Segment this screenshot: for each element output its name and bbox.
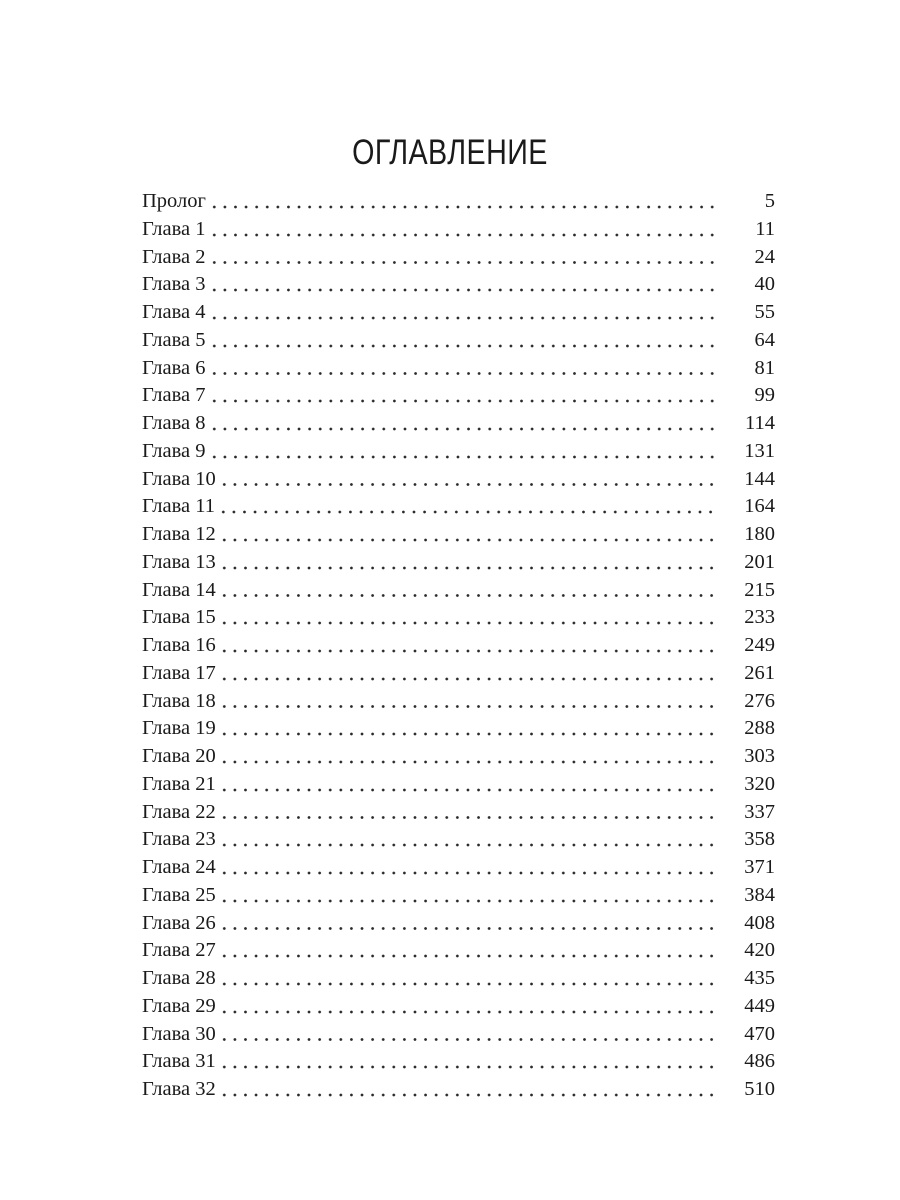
toc-entry — [142, 1048, 775, 1076]
toc-entry-title: Глава 2 — [142, 245, 206, 268]
toc-entry — [142, 771, 775, 799]
dot-leader — [209, 382, 717, 410]
toc-entry — [142, 327, 775, 355]
dot-leader — [209, 438, 717, 466]
toc-entry-title: Глава 26 — [142, 911, 216, 934]
toc-entry-page-number: 81 — [754, 356, 775, 379]
toc-entry-title: Глава 27 — [142, 939, 216, 962]
toc-entry-page-number: 55 — [754, 301, 775, 323]
toc-entry-title: Глава 22 — [142, 800, 216, 823]
toc-entry-page-number: 337 — [744, 800, 775, 823]
toc-entry-title: Глава 12 — [142, 523, 216, 545]
dot-leader — [219, 910, 717, 938]
toc-entry-title: Глава 3 — [142, 273, 206, 296]
dot-leader — [219, 604, 717, 632]
toc-entry — [142, 438, 775, 466]
dot-leader — [209, 327, 717, 355]
toc-entry — [142, 715, 775, 743]
toc-entry-page-number: 40 — [754, 273, 775, 296]
toc-entry-page-number: 486 — [744, 1050, 775, 1073]
toc-entry-title: Глава 28 — [142, 967, 216, 989]
toc-entry-page-number: 449 — [744, 994, 775, 1017]
dot-leader — [219, 688, 717, 716]
dot-leader — [219, 715, 717, 743]
toc-entry-title: Глава 9 — [142, 439, 206, 462]
toc-entry-page-number: 164 — [744, 495, 775, 518]
toc-entry-title: Глава 24 — [142, 856, 216, 878]
toc-entry-page-number: 99 — [754, 384, 775, 407]
dot-leader — [209, 299, 717, 327]
toc-entry — [142, 993, 775, 1021]
toc-entry-page-number: 131 — [744, 439, 775, 462]
toc-entry-page-number: 249 — [744, 634, 775, 656]
toc-entry-page-number: 180 — [744, 523, 775, 545]
dot-leader — [219, 521, 717, 549]
toc-entry-title: Глава 19 — [142, 717, 216, 740]
toc-entry-page-number: 408 — [744, 911, 775, 934]
toc-entry-title: Глава 30 — [142, 1022, 216, 1045]
toc-entry-title: Пролог — [142, 190, 206, 212]
toc-entry — [142, 549, 775, 577]
toc-entry-page-number: 510 — [744, 1078, 775, 1100]
toc-entry-title: Глава 20 — [142, 745, 216, 767]
toc-entry-title: Глава 5 — [142, 328, 206, 351]
toc-entry — [142, 882, 775, 910]
toc-entry — [142, 382, 775, 410]
toc-entry-page-number: 435 — [744, 967, 775, 989]
toc-entry-title: Глава 29 — [142, 994, 216, 1017]
toc-entry-page-number: 64 — [754, 328, 775, 351]
toc-entry-title: Глава 21 — [142, 772, 216, 795]
dot-leader — [219, 577, 717, 605]
toc-entry-title: Глава 25 — [142, 883, 216, 906]
toc-entry-page-number: 201 — [744, 550, 775, 573]
toc-entry-title: Глава 1 — [142, 217, 206, 240]
toc-entry-title: Глава 11 — [142, 495, 216, 518]
toc-entry-title: Глава 6 — [142, 356, 206, 379]
toc-entry — [142, 1076, 775, 1104]
toc-entry — [142, 244, 775, 272]
toc-entry-page-number: 470 — [744, 1022, 775, 1045]
toc-entry-title: Глава 4 — [142, 301, 206, 323]
dot-leader — [219, 743, 717, 771]
toc-entry — [142, 826, 775, 854]
toc-entry-page-number: 320 — [744, 772, 775, 795]
dot-leader — [219, 1021, 717, 1049]
toc-entry-title: Глава 14 — [142, 578, 216, 601]
toc-entry — [142, 188, 775, 216]
dot-leader — [209, 410, 717, 438]
dot-leader — [219, 1076, 717, 1104]
dot-leader — [209, 244, 717, 272]
toc-entry-page-number: 288 — [744, 717, 775, 740]
toc-entry-page-number: 303 — [744, 745, 775, 767]
toc-entry — [142, 216, 775, 244]
toc-entry-title: Глава 18 — [142, 689, 216, 712]
toc-entry-title: Глава 31 — [142, 1050, 216, 1073]
toc-entry-title: Глава 15 — [142, 606, 216, 629]
toc-entry — [142, 271, 775, 299]
dot-leader — [219, 965, 717, 993]
toc-entry-title: Глава 7 — [142, 384, 206, 407]
toc-entry-title: Глава 17 — [142, 661, 216, 684]
toc-entry-page-number: 114 — [745, 412, 775, 434]
dot-leader — [219, 937, 717, 965]
toc-entry — [142, 743, 775, 771]
dot-leader — [219, 799, 717, 827]
dot-leader — [219, 993, 717, 1021]
dot-leader — [219, 632, 717, 660]
toc-entry-page-number: 144 — [744, 467, 775, 490]
table-of-contents — [142, 188, 775, 1104]
toc-entry — [142, 493, 775, 521]
toc-entry-page-number: 215 — [744, 578, 775, 601]
toc-entry — [142, 577, 775, 605]
dot-leader — [209, 216, 717, 244]
toc-entry — [142, 1021, 775, 1049]
toc-entry-title: Глава 23 — [142, 828, 216, 851]
dot-leader — [219, 771, 717, 799]
dot-leader — [219, 549, 717, 577]
toc-entry-page-number: 371 — [744, 856, 775, 878]
dot-leader — [218, 493, 717, 521]
toc-entry — [142, 355, 775, 383]
dot-leader — [219, 660, 717, 688]
toc-entry — [142, 799, 775, 827]
toc-entry-page-number: 384 — [744, 883, 775, 906]
toc-entry-page-number: 358 — [744, 828, 775, 851]
toc-entry — [142, 299, 775, 327]
dot-leader — [209, 188, 717, 216]
toc-entry-page-number: 276 — [744, 689, 775, 712]
toc-entry — [142, 910, 775, 938]
toc-entry-page-number: 261 — [744, 661, 775, 684]
toc-entry — [142, 521, 775, 549]
dot-leader — [209, 271, 717, 299]
toc-entry-page-number: 5 — [764, 190, 775, 212]
toc-entry — [142, 410, 775, 438]
toc-entry-title: Глава 13 — [142, 550, 216, 573]
toc-entry — [142, 604, 775, 632]
toc-entry — [142, 632, 775, 660]
dot-leader — [219, 854, 717, 882]
toc-entry — [142, 660, 775, 688]
toc-entry-title: Глава 16 — [142, 634, 216, 656]
toc-entry-title: Глава 8 — [142, 412, 206, 434]
toc-entry — [142, 688, 775, 716]
dot-leader — [219, 826, 717, 854]
toc-entry-title: Глава 10 — [142, 467, 216, 490]
toc-entry-page-number: 420 — [744, 939, 775, 962]
dot-leader — [219, 882, 717, 910]
toc-entry — [142, 937, 775, 965]
toc-entry — [142, 466, 775, 494]
dot-leader — [209, 355, 717, 383]
page-title: ОГЛАВЛЕНИЕ — [352, 133, 548, 172]
toc-entry-page-number: 24 — [754, 245, 775, 268]
toc-entry-page-number: 233 — [744, 606, 775, 629]
toc-entry-title: Глава 32 — [142, 1078, 216, 1100]
toc-entry — [142, 854, 775, 882]
toc-entry — [142, 965, 775, 993]
dot-leader — [219, 1048, 717, 1076]
dot-leader — [219, 466, 717, 494]
toc-entry-page-number: 11 — [755, 217, 775, 240]
